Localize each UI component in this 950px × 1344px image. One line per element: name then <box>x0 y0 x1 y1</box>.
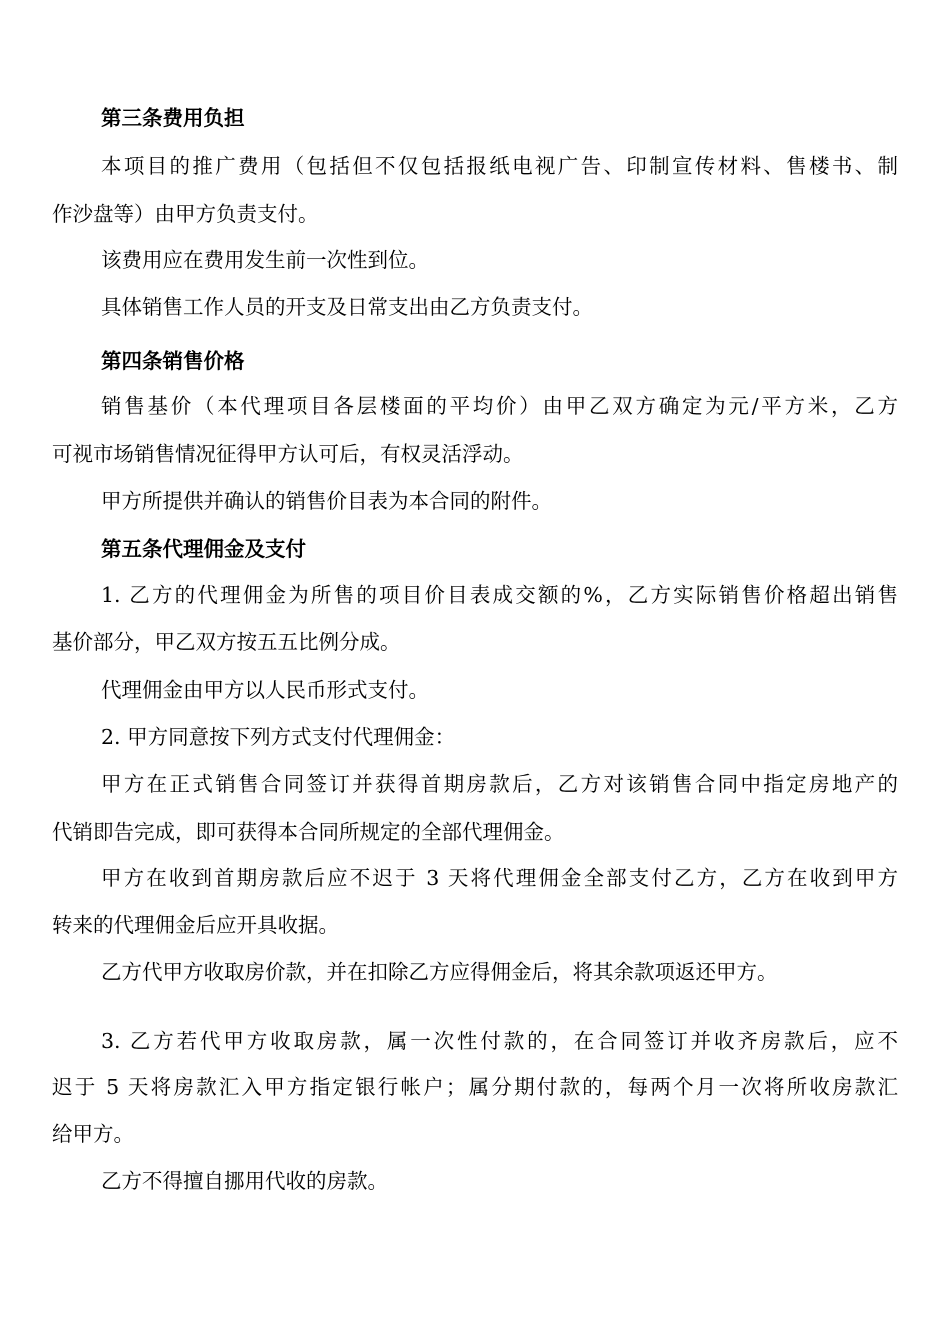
article-4-paragraph-1-line-2: 可视市场销售情况征得甲方认可后，有权灵活浮动。 <box>52 442 524 466</box>
article-5-item-1-paragraph-2: 代理佣金由甲方以人民币形式支付。 <box>101 678 429 702</box>
article-4-paragraph-2: 甲方所提供并确认的销售价目表为本合同的附件。 <box>101 489 552 513</box>
article-5-item-3-paragraph-2: 乙方不得擅自挪用代收的房款。 <box>101 1169 388 1193</box>
article-4-title: 第四条销售价格 <box>101 349 245 373</box>
article-5-item-2-paragraph-2-line-1: 甲方在收到首期房款后应不迟于 3 天将代理佣金全部支付乙方，乙方在收到甲方 <box>101 866 898 890</box>
article-5-item-2: 2. 甲方同意按下列方式支付代理佣金： <box>101 725 456 749</box>
article-3-paragraph-3: 具体销售工作人员的开支及日常支出由乙方负责支付。 <box>101 295 593 319</box>
article-5-item-2-paragraph-1-line-2: 代销即告完成，即可获得本合同所规定的全部代理佣金。 <box>52 820 565 844</box>
article-5-item-1-line-2: 基价部分，甲乙双方按五五比例分成。 <box>52 630 401 654</box>
article-5-item-2-paragraph-1-line-1: 甲方在正式销售合同签订并获得首期房款后，乙方对该销售合同中指定房地产的 <box>101 772 898 796</box>
article-5-item-2-paragraph-3: 乙方代甲方收取房价款，并在扣除乙方应得佣金后，将其余款项返还甲方。 <box>101 960 778 984</box>
article-5-item-3-line-1: 3. 乙方若代甲方收取房款，属一次性付款的，在合同签订并收齐房款后，应不 <box>101 1029 898 1053</box>
article-5-title: 第五条代理佣金及支付 <box>101 537 306 561</box>
article-3-paragraph-1-line-2: 作沙盘等）由甲方负责支付。 <box>52 202 319 226</box>
article-5-item-3-line-2: 迟于 5 天将房款汇入甲方指定银行帐户；属分期付款的，每两个月一次将所收房款汇 <box>52 1075 898 1099</box>
article-4-paragraph-1-line-1: 销售基价（本代理项目各层楼面的平均价）由甲乙双方确定为元/平方米，乙方 <box>101 394 898 418</box>
article-3-paragraph-2: 该费用应在费用发生前一次性到位。 <box>101 248 429 272</box>
article-5-item-2-paragraph-2-line-2: 转来的代理佣金后应开具收据。 <box>52 913 339 937</box>
article-5-item-1-line-1: 1. 乙方的代理佣金为所售的项目价目表成交额的%，乙方实际销售价格超出销售 <box>101 583 898 607</box>
article-3-title: 第三条费用负担 <box>101 106 245 130</box>
article-3-paragraph-1-line-1: 本项目的推广费用（包括但不仅包括报纸电视广告、印制宣传材料、售楼书、制 <box>101 154 898 178</box>
article-5-item-3-line-3: 给甲方。 <box>52 1122 134 1146</box>
